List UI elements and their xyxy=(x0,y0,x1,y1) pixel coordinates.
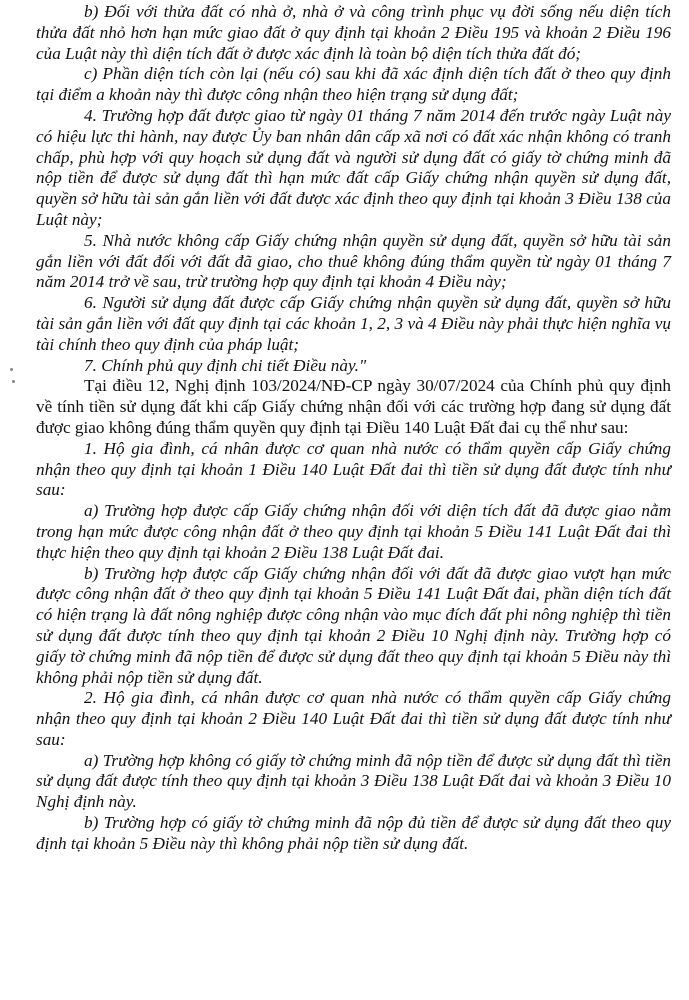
scan-speck xyxy=(12,380,15,383)
paragraph-decree-item-2: 2. Hộ gia đình, cá nhân được cơ quan nhà nước có thẩm quyền cấp Giấy chứng nhận theo quy định tại khoản 2 Điều 140 Luật Đất đai thì tiền sử dụng đất được tính như sau: xyxy=(36,688,671,749)
paragraph-article-c-remaining-area: c) Phần diện tích còn lại (nếu có) sau khi đã xác định diện tích đất ở theo quy định tại điểm a khoản này thì được công nhận theo hiện trạng sử dụng đất; xyxy=(36,64,671,105)
paragraph-clause-5: 5. Nhà nước không cấp Giấy chứng nhận quyền sử dụng đất, quyền sở hữu tài sản gắn liền với đất đối với đất đã giao, cho thuê không đúng thẩm quyền từ ngày 01 tháng 7 năm 2014 trở về sau, trừ trường hợp quy định tại khoản 4 Điều này; xyxy=(36,230,671,292)
paragraph-decree-item-1b: b) Trường hợp được cấp Giấy chứng nhận đối với đất đã được giao vượt hạn mức được công nhận đất ở theo quy định tại khoản 5 Điều 141 Luật Đất đai, phần diện tích đất có hiện trạng là đất nông nghiệp được công nhận vào mục đích đất phi nông nghiệp thì tiền sử dụng đất được tính theo quy định tại khoản 2 Điều 10 Nghị định này. Trường hợp có giấy tờ chứng minh đã nộp tiền để được sử dụng đất theo quy định tại khoản 5 Điều này thì không phải nộp tiền sử dụng đất. xyxy=(36,563,671,687)
paragraph-clause-4: 4. Trường hợp đất được giao từ ngày 01 tháng 7 năm 2014 đến trước ngày Luật này có hiệu lực thi hành, nay được Ủy ban nhân dân cấp xã nơi có đất xác nhận không có tranh chấp, phù hợp với quy hoạch sử dụng đất và người sử dụng đất có giấy tờ chứng minh đã nộp tiền để được sử dụng đất thì hạn mức đất cấp Giấy chứng nhận quyền sử dụng đất, quyền sở hữu tài sản gắn liền với đất được xác định theo quy định tại khoản 3 Điều 138 của Luật này; xyxy=(36,105,671,229)
paragraph-decree-item-2a: a) Trường hợp không có giấy tờ chứng minh đã nộp tiền để được sử dụng đất thì tiền sử dụng đất được tính theo quy định tại khoản 3 Điều 138 Luật Đất đai và khoản 3 Điều 10 Nghị định này. xyxy=(36,750,671,812)
scan-speck xyxy=(10,368,13,371)
paragraph-clause-6: 6. Người sử dụng đất được cấp Giấy chứng nhận quyền sử dụng đất, quyền sở hữu tài sản gắn liền với đất quy định tại các khoản 1, 2, 3 và 4 Điều này phải thực hiện nghĩa vụ tài chính theo quy định của pháp luật; xyxy=(36,293,671,354)
paragraph-decree-item-2b: b) Trường hợp có giấy tờ chứng minh đã nộp đủ tiền để được sử dụng đất theo quy định tại khoản 5 Điều này thì không phải nộp tiền sử dụng đất. xyxy=(36,813,671,853)
paragraph-decree-item-1: 1. Hộ gia đình, cá nhân được cơ quan nhà nước có thẩm quyền cấp Giấy chứng nhận theo quy định tại khoản 1 Điều 140 Luật Đất đai thì tiền sử dụng đất được tính như sau: xyxy=(36,438,671,500)
paragraph-decree-intro: Tại điều 12, Nghị định 103/2024/NĐ-CP ngày 30/07/2024 của Chính phủ quy định về tính tiền sử dụng đất khi cấp Giấy chứng nhận đối với các trường hợp đang sử dụng đất được giao không đúng thẩm quyền quy định tại Điều 140 Luật Đất đai cụ thể như sau: xyxy=(36,376,671,437)
paragraph-clause-7: 7. Chính phủ quy định chi tiết Điều này." xyxy=(84,355,367,375)
paragraph-article-b-residential: b) Đối với thửa đất có nhà ở, nhà ở và công trình phục vụ đời sống nếu diện tích thửa đất nhỏ hơn hạn mức giao đất ở quy định tại khoản 2 Điều 195 và khoản 2 Điều 196 của Luật này thì diện tích đất ở được xác định là toàn bộ diện tích thửa đất đó; xyxy=(36,2,671,63)
paragraph-decree-item-1a: a) Trường hợp được cấp Giấy chứng nhận đối với diện tích đất đã được giao nằm trong hạn mức được công nhận đất ở theo quy định tại khoản 5 Điều 141 Luật Đất đai thì thực hiện theo quy định tại khoản 2 Điều 138 Luật Đất đai. xyxy=(36,501,671,562)
